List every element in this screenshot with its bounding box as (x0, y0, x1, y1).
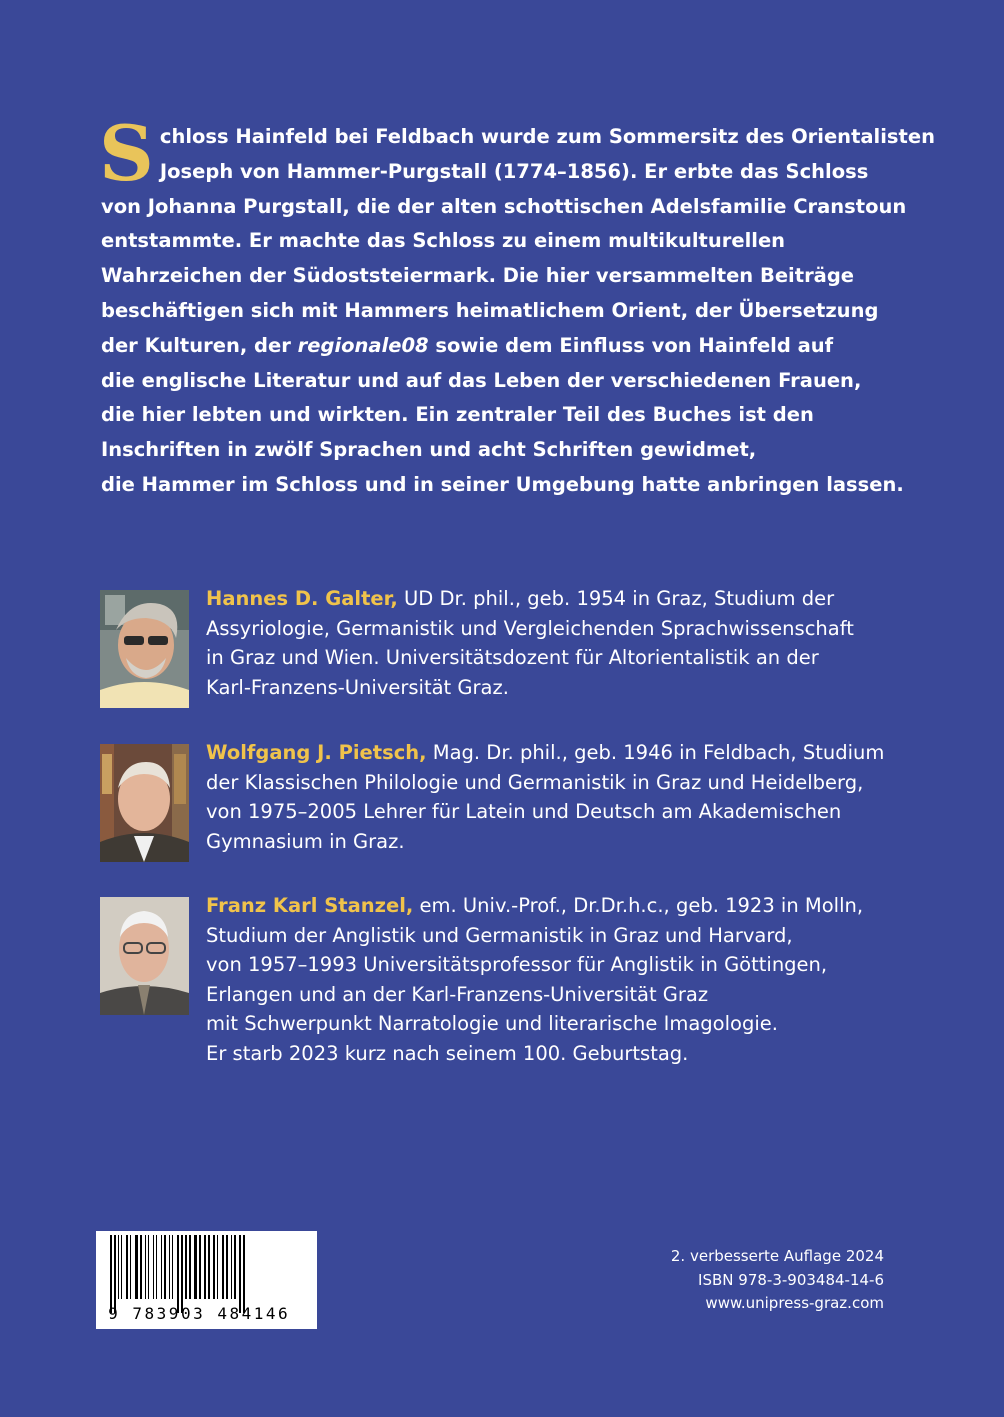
barcode-bar (226, 1235, 228, 1299)
bio-line (206, 891, 926, 921)
bio-text: Mag. Dr. phil., geb. 1946 in Feldbach, Studium (426, 741, 885, 764)
blurb-line: chloss Hainfeld bei Feldbach wurde zum Sommersitz des Orientalisten (159, 125, 935, 148)
bio-line: von 1957–1993 Universitätsprofessor für Anglistik in Göttingen, (206, 953, 828, 976)
author-name: Wolfgang J. Pietsch, (206, 741, 427, 764)
blurb-text (99, 109, 935, 503)
author-name: Hannes D. Galter, (206, 587, 398, 610)
author-bio-pietsch (206, 738, 926, 856)
bio-line (206, 738, 926, 768)
barcode-bar (121, 1235, 122, 1299)
drop-cap: S (99, 109, 154, 198)
author-bio-galter (206, 584, 926, 702)
barcode-bar (204, 1235, 206, 1299)
publisher-website: www.unipress-graz.com (705, 1294, 884, 1312)
blurb-line: Wahrzeichen der Südoststeiermark. Die hier versammelten Beiträge (101, 264, 855, 288)
barcode-bar (130, 1235, 131, 1299)
barcode-bar (140, 1235, 142, 1299)
barcode-bar (126, 1235, 128, 1299)
barcode-bar (231, 1235, 232, 1299)
blurb-line: Joseph von Hammer-Purgstall (1774–1856). Er erbte das Schloss (159, 159, 869, 183)
barcode-bar (145, 1235, 146, 1299)
barcode-digits (96, 1301, 317, 1327)
blurb-line: beschäftigen sich mit Hammers heimatlichem Orient, der Übersetzung (101, 298, 879, 322)
blurb-line: Inschriften in zwölf Sprachen und acht Schriften gewidmet, (101, 438, 757, 462)
bio-line (206, 584, 926, 614)
barcode-bar (199, 1235, 201, 1299)
barcode-bar (118, 1235, 119, 1299)
edition-note: 2. verbesserte Auflage 2024 (670, 1247, 884, 1265)
barcode-bar (156, 1235, 157, 1299)
isbn-text: ISBN 978-3-903484-14-6 (698, 1270, 884, 1289)
barcode-bar (213, 1235, 215, 1299)
author-photo-stanzel (100, 897, 189, 1015)
bio-line: Erlangen und an der Karl-Franzens-Universität Graz (206, 982, 709, 1006)
barcode-bar (164, 1235, 166, 1299)
isbn-barcode (96, 1231, 317, 1329)
barcode-bar (185, 1235, 187, 1299)
blurb-text-segment: sowie dem Einfluss von Hainfeld auf (428, 333, 834, 357)
barcode-bar (169, 1235, 170, 1299)
barcode-number: 9 783903 484146 (108, 1304, 291, 1323)
bio-line: Assyriologie, Germanistik und Vergleichenden Sprachwissenschaft (206, 616, 854, 640)
author-name: Franz Karl Stanzel, (206, 894, 414, 917)
barcode-bar (153, 1235, 154, 1299)
barcode-bar (217, 1235, 218, 1299)
bio-line: der Klassischen Philologie und Germanistik in Graz und Heidelberg, (206, 770, 864, 794)
barcode-bar (222, 1235, 224, 1299)
bio-line: mit Schwerpunkt Narratologie und literarische Imagologie. (206, 1012, 778, 1035)
bio-line: Gymnasium in Graz. (206, 829, 405, 853)
blurb-line (101, 329, 921, 364)
bio-line: Er starb 2023 kurz nach seinem 100. Geburtstag. (206, 1041, 689, 1065)
blurb-line: die hier lebten und wirkten. Ein zentraler Teil des Buches ist den (101, 403, 814, 427)
barcode-bar (234, 1235, 236, 1299)
barcode-bar (194, 1235, 197, 1299)
author-photo-galter (100, 590, 189, 708)
bio-text: em. Univ.-Prof., Dr.Dr.h.c., geb. 1923 in Molln, (413, 894, 864, 917)
bio-line: Karl-Franzens-Universität Graz. (206, 675, 509, 699)
blurb-text-segment: der Kulturen, der (101, 333, 298, 357)
blurb-line: von Johanna Purgstall, die der alten schottischen Adelsfamilie Cranstoun (101, 194, 907, 218)
bio-text: UD Dr. phil., geb. 1954 in Graz, Studium der (397, 587, 835, 610)
barcode-bar (172, 1235, 173, 1299)
barcode-bar (148, 1235, 149, 1299)
barcode-bar (161, 1235, 162, 1299)
barcode-bar (208, 1235, 210, 1299)
bio-line: von 1975–2005 Lehrer für Latein und Deutsch am Akademischen (206, 800, 842, 823)
bio-line: Studium der Anglistik und Germanistik in Graz und Harvard, (206, 923, 793, 947)
barcode-bar (135, 1235, 138, 1299)
blurb-line: entstammte. Er machte das Schloss zu einem multikulturellen (101, 229, 786, 253)
author-bio-stanzel (206, 891, 926, 1068)
regionale-title: regionale08 (297, 333, 429, 357)
blurb-line: die englische Literatur und auf das Leben der verschiedenen Frauen, (101, 368, 862, 392)
blurb-line: die Hammer im Schloss und in seiner Umgebung hatte anbringen lassen. (101, 472, 904, 496)
author-photo-pietsch (100, 744, 189, 862)
barcode-bar (189, 1235, 191, 1299)
imprint (671, 1245, 884, 1316)
bio-line: in Graz und Wien. Universitätsdozent für Altorientalistik an der (206, 646, 819, 669)
